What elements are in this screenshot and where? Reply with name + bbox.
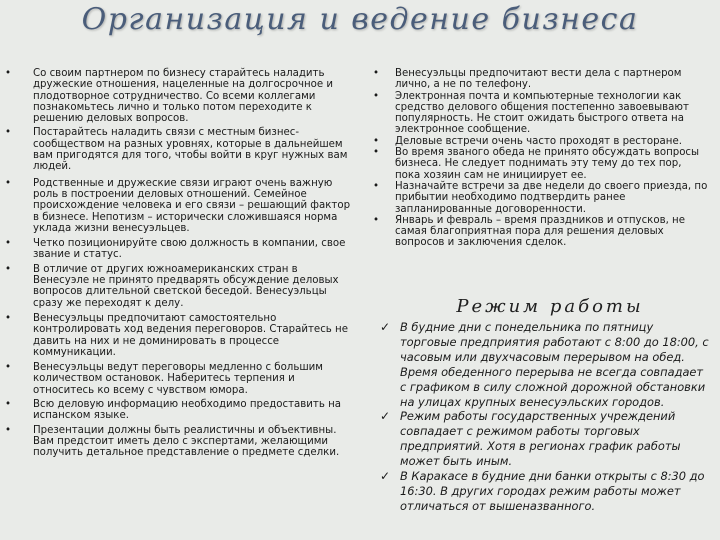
list-item-text: В будние дни с понедельника по пятницу торговые предприятия работают с 8:00 до 18:00, с часовым или двухчасовым перерывом на обед. Время обеденного перерыва не всегда совпадает с графиком в силу сложной дорожной обстановки на улицах крупных венесуэльских городов. [400,320,709,409]
list-item [378,469,712,514]
list-item [366,91,708,136]
list-item-text: Венесуэльцы ведут переговоры медленно с большим количеством остановок. Наберитесь терпения и относитесь ко всему с чувством юмора. [33,362,323,396]
left-bullet-list [4,68,354,459]
bullet-icon: • [372,135,379,147]
bullet-icon: • [4,68,11,79]
bullet-icon: • [4,399,11,411]
work-mode-section [378,320,712,514]
list-item-text: Венесуэльцы предпочитают самостоятельно контролировать ход ведения переговоров. Старайтесь не давить на них и не доминировать в процессе коммуникации. [33,312,348,358]
list-item-text: Постарайтесь наладить связи с местным бизнес-сообществом на разных уровнях, которые в дальнейшем вам пригодятся для того, чтобы войти в круг нужных вам людей. [33,127,348,173]
list-item [366,136,708,147]
bullet-icon: • [4,312,11,324]
list-item [4,313,354,358]
list-item-text: Назначайте встречи за две недели до своего приезда, по прибытии необходимо подтвердить ранее запланированные договоренности. [395,180,708,215]
list-item [4,127,354,172]
list-item [4,264,354,309]
list-item [378,409,712,469]
list-item-text: Электронная почта и компьютерные технологии как средство делового общения постепенно завоевывают популярность. Не стоит ожидать быстрого ответа на электронное сообщение. [395,90,689,136]
bullet-icon: • [4,263,11,275]
list-item [4,399,354,422]
checkmark-icon: ✓ [380,320,391,334]
list-item-text: Деловые встречи очень часто проходят в ресторане. [395,135,682,147]
list-item-text: Со своим партнером по бизнесу старайтесь наладить дружеские отношения, нацеленные на долгосрочное и плодотворное сотрудничество. Со всеми коллегами познакомьтесь лично и только потом переходите к решению деловых вопросов. [33,68,334,125]
bullet-icon: • [372,214,379,226]
list-item [4,68,354,124]
bullet-icon: • [372,90,379,102]
work-mode-list [378,320,712,514]
list-item [366,181,708,215]
bullet-icon: • [372,147,379,159]
checkmark-icon: ✓ [380,409,391,424]
list-item [366,215,708,249]
list-item [4,238,354,261]
bullet-icon: • [4,362,11,374]
bullet-icon: • [372,180,379,192]
list-item-text: Родственные и дружеские связи играют очень важную роль в построении деловых отношений. Семейное происхождение человека и его связи – решающий фактор в бизнесе. Непотизм – исторически сложившаяся норма уклада жизни венесуэльцев. [33,177,351,234]
bullet-icon: • [4,177,11,189]
right-column [366,68,708,249]
work-mode-heading: Режим работы [456,296,644,317]
list-item-text: Январь и февраль – время праздников и отпусков, не самая благоприятная пора для решения деловых вопросов и заключения сделок. [395,214,685,249]
page-title: Организация и ведение бизнеса [81,2,639,37]
bullet-icon: • [4,127,11,139]
checkmark-icon: ✓ [380,469,391,484]
list-item-text: Презентации должны быть реалистичны и объективны. Вам предстоит иметь дело с экспертами, желающими получить детальное представление о предмете сделки. [33,424,340,459]
list-item [378,320,712,409]
list-item-text: Венесуэльцы предпочитают вести дела с партнером лично, а не по телефону. [395,68,682,91]
left-column [4,68,354,459]
bullet-icon: • [4,238,11,250]
list-item [4,362,354,396]
right-bullet-list [366,68,708,249]
list-item-text: Режим работы государственных учреждений совпадает с режимом работы торговых предприятий. Хотя в регионах график работы может быть иным. [400,409,681,469]
list-item-text: Четко позиционируйте свою должность в компании, свое звание и статус. [33,238,346,261]
list-item-text: Всю деловую информацию необходимо предоставить на испанском языке. [33,399,341,422]
bullet-icon: • [372,68,379,79]
list-item-text: В Каракасе в будние дни банки открыты с 8:30 до 16:30. В других городах режим работы может отличаться от вышеназванного. [400,469,705,513]
list-item-text: В отличие от других южноамериканских стран в Венесуэле не принято предварять обсуждение деловых вопросов длительной светской беседой. Венесуэльцы сразу же переходят к делу. [33,263,339,309]
bullet-icon: • [4,424,11,436]
list-item [366,68,708,91]
list-item [4,425,354,459]
list-item [4,178,354,234]
list-item-text: Во время званого обеда не принято обсуждать вопросы бизнеса. Не следует поднимать эту тему до тех пор, пока хозяин сам не инициирует ее. [395,147,700,181]
list-item [366,147,708,181]
